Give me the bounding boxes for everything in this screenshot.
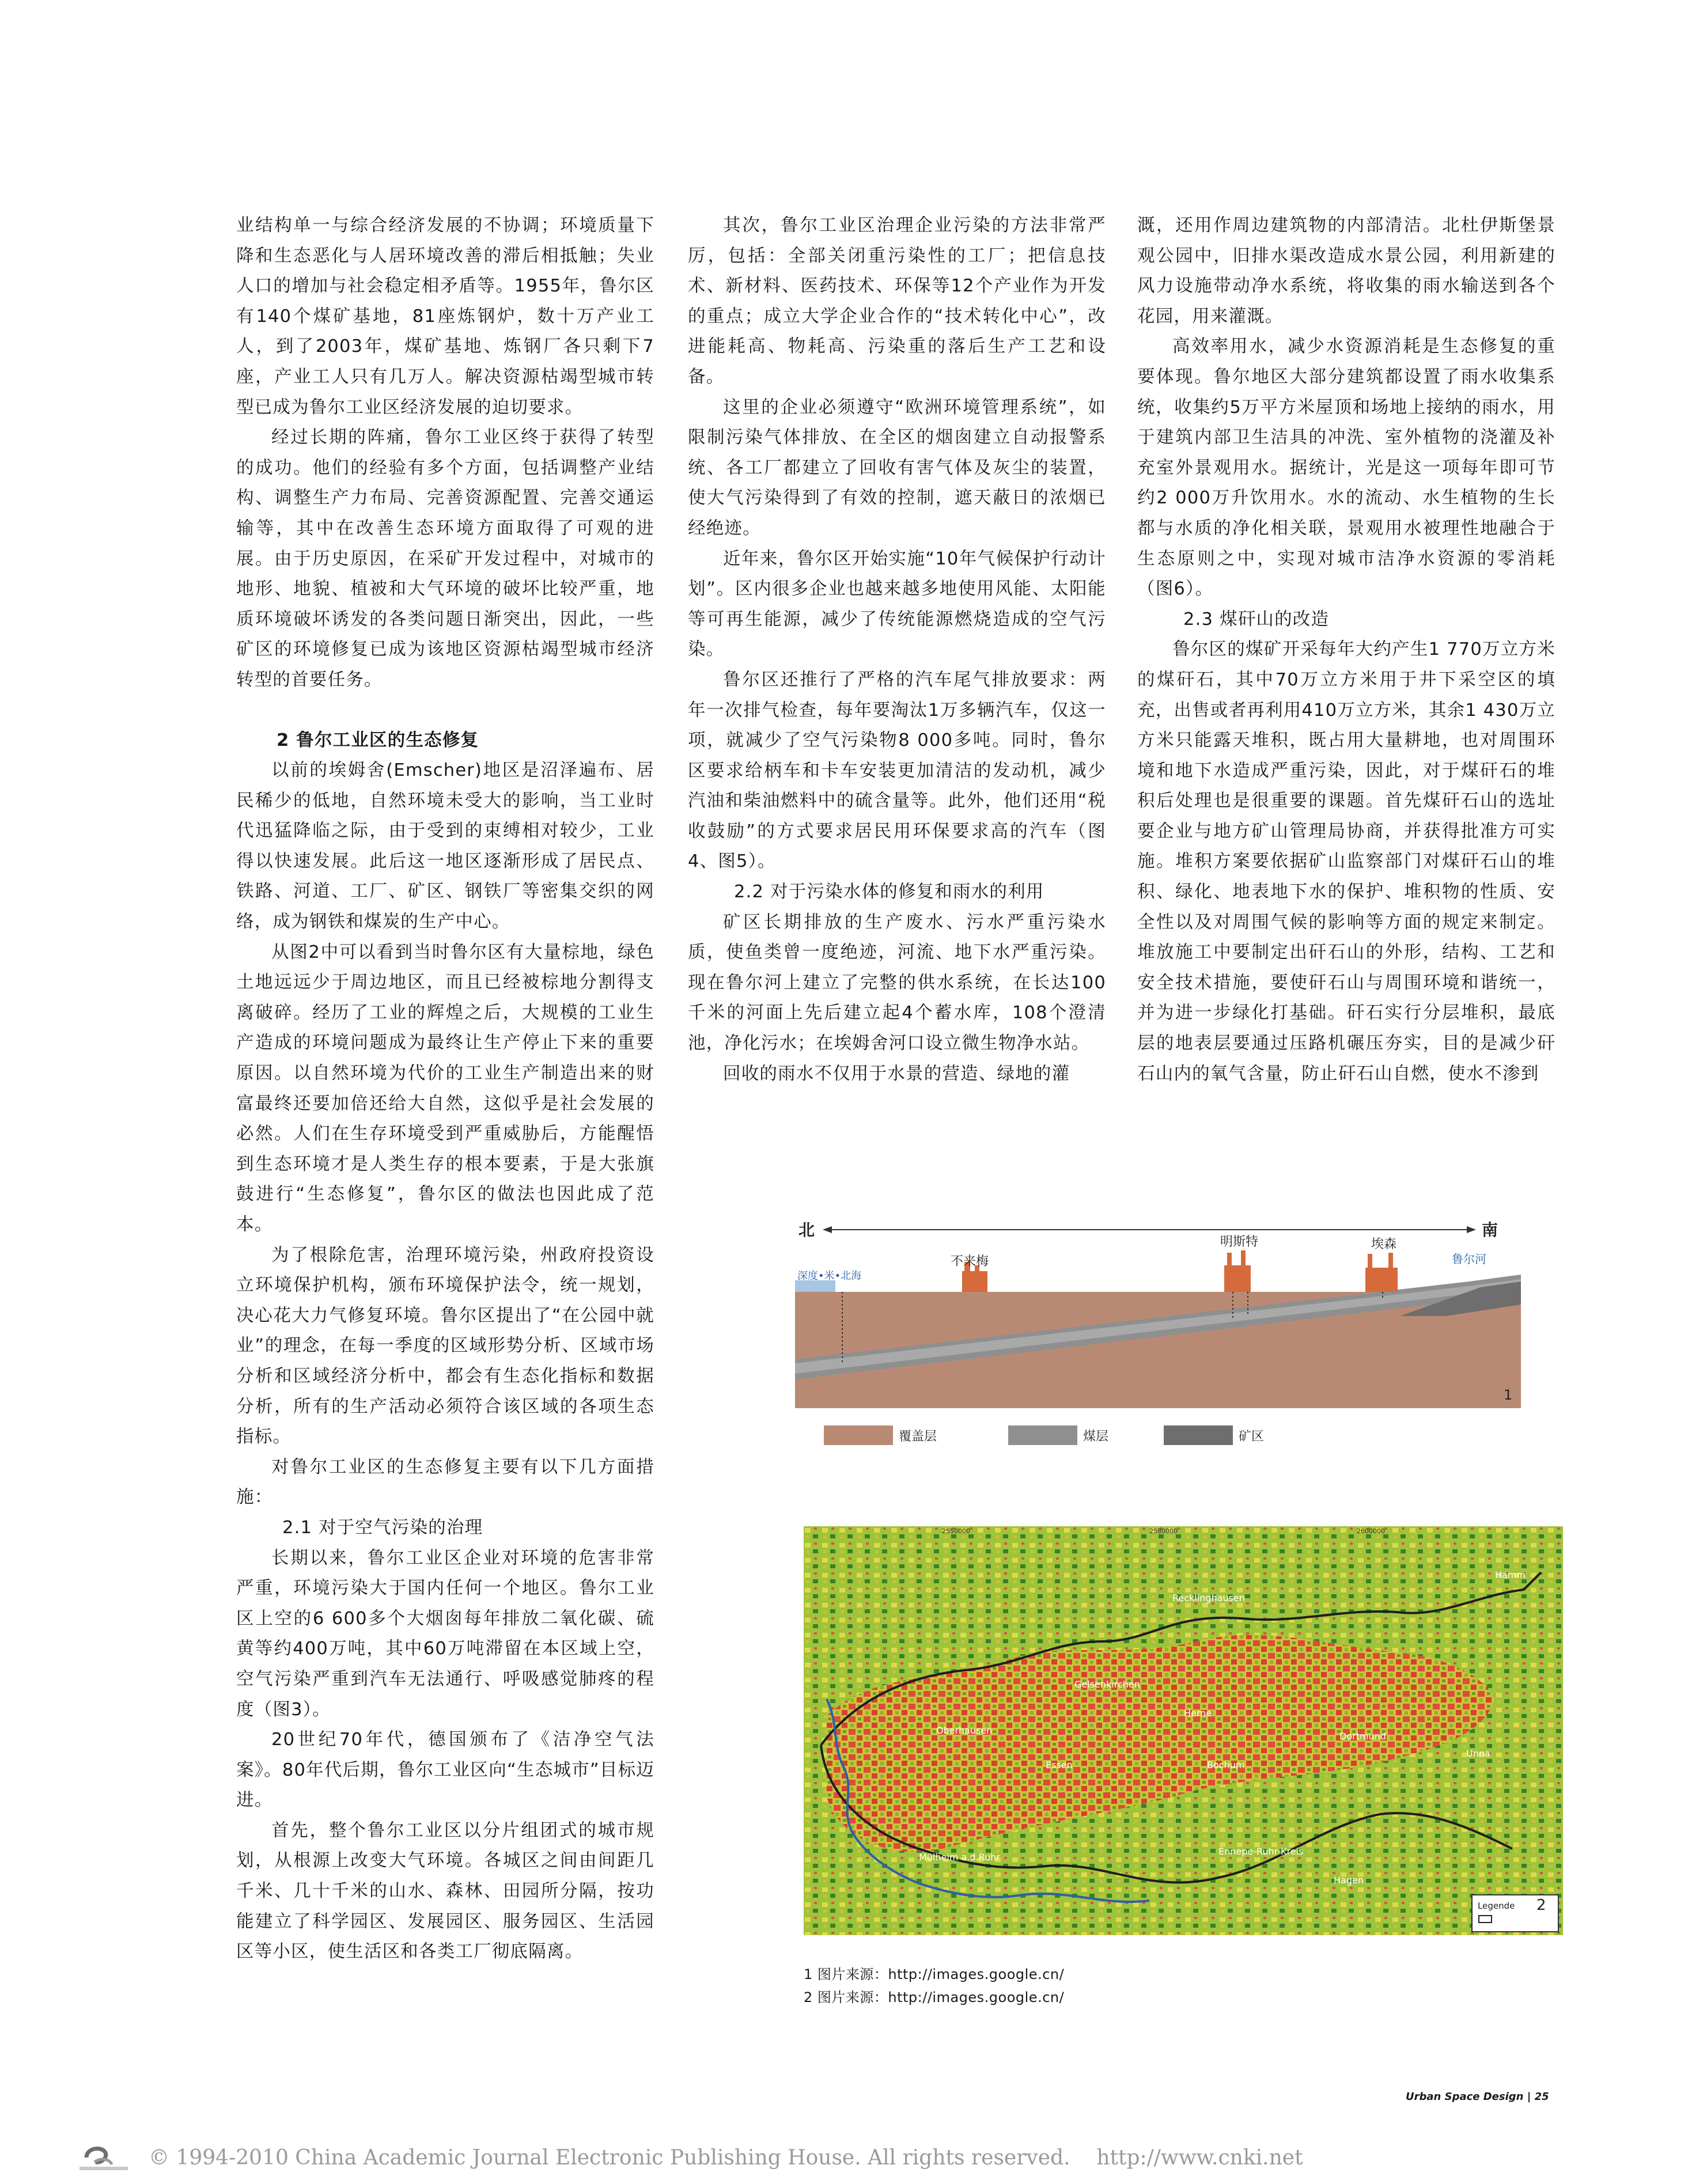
map-tick-3: 2600000 <box>1357 1527 1385 1535</box>
journal-page-footer: Urban Space Design | 25 <box>1406 2091 1549 2103</box>
paragraph: 长期以来，鲁尔工业区企业对环境的危害非常严重，环境污染大于国内任何一个地区。鲁尔工业区上空的6 600多个大烟囱每年排放二氧化碳、硫黄等约400万吨，其中60万吨滞留在本区域上空，空气污染严重到汽车无法通行、呼吸感觉肺疼的程度（图3）。 <box>236 1548 654 1720</box>
paragraph: 这里的企业必须遵守“欧洲环境管理系统”，如限制污染气体排放、在全区的烟囱建立自动报警系统、各工厂都建立了回收有害气体及灰尘的装置，使大气污染得到了有效的控制，遮天蔽日的浓烟已经绝迹。 <box>688 397 1106 539</box>
paragraph: 近年来，鲁尔区开始实施“10年气候保护行动计划”。区内很多企业也越来越多地使用风能、太阳能等可再生能源，减少了传统能源燃烧造成的空气污染。 <box>688 548 1106 660</box>
paragraph: 从图2中可以看到当时鲁尔区有大量棕地，绿色土地远远少于周边地区，而且已经被棕地分割得支离破碎。经历了工业的辉煌之后，大规模的工业生产造成的环境问题成为最终让生产停止下来的重要原因。以自然环境为代价的工业生产制造出来的财富最终还要加倍还给大自然，这似乎是社会发展的必然。人们在生存环境受到严重威胁后，方能醒悟到生态环境才是人类生存的根本要素，于是大张旗鼓进行“生态修复”，鲁尔区的做法也因此成了范本。 <box>236 942 654 1235</box>
paragraph: 以前的埃姆舍(Emscher)地区是沼泽遍布、居民稀少的低地，自然环境未受大的影响，当工业时代迅猛降临之际，由于受到的束缚相对较少，工业得以快速发展。此后这一地区逐渐形成了居民点、铁路、河道、工厂、矿区、钢铁厂等密集交织的网络，成为钢铁和煤炭的生产中心。 <box>236 760 654 932</box>
map-legend-title: Legende <box>1478 1901 1515 1911</box>
south-label: 南 <box>1482 1220 1498 1239</box>
place-label: Dortmund <box>1339 1731 1386 1742</box>
paragraph: 业结构单一与综合经济发展的不协调；环境质量下降和生态恶化与人居环境改善的滞后相抵触；失业人口的增加与社会稳定相矛盾等。1955年，鲁尔区有140个煤矿基地，81座炼钢炉，数十万产业工人，到了2003年，煤矿基地、炼钢厂各只剩下7座，产业工人只有几万人。解决资源枯竭型城市转型已成为鲁尔工业区经济发展的迫切要求。 <box>236 215 654 418</box>
section-heading: 2.1 对于空气污染的治理 <box>282 1517 483 1538</box>
legend-coal-label: 煤层 <box>1083 1430 1109 1444</box>
figure-2-caption: 2 图片来源：http://images.google.cn/ <box>804 1989 1065 2005</box>
city-label-2: 明斯特 <box>1220 1235 1259 1249</box>
legend-coal-swatch <box>1008 1425 1077 1445</box>
paragraph: 高效率用水，减少水资源消耗是生态修复的重要体现。鲁尔地区大部分建筑都设置了雨水收集系统，收集约5万平方米屋顶和场地上接纳的雨水，用于建筑内部卫生洁具的冲洗、室外植物的浇灌及补充室外景观用水。据统计，光是这一项每年即可节约2 000万升饮用水。水的流动、水生植物的生长都与水质的净化相关联，景观用水被理性地融合于生态原则之中，实现对城市洁净水资源的零消耗（图6）。 <box>1137 336 1555 600</box>
place-label: Unna <box>1466 1748 1490 1759</box>
paragraph: 为了根除危害，治理环境污染，州政府投资设立环境保护机构，颁布环境保护法令，统一规划，决心花大力气修复环境。鲁尔区提出了“在公园中就业”的理念，在每一季度的区域形势分析、区域市场分析和区域经济分析中，都会有生态化指标和数据分析，所有的生产活动必须符合该区域的各项生态指标。 <box>236 1245 654 1447</box>
place-label: Oberhausen <box>936 1725 993 1736</box>
place-label: Hagen <box>1334 1875 1364 1886</box>
town-3-icon <box>1365 1253 1398 1292</box>
section-heading: 2.3 煤矸山的改造 <box>1183 609 1330 630</box>
paragraph: 首先，整个鲁尔工业区以分片组团式的城市规划，从根源上改变大气环境。各城区之间由间距几千米、几十千米的山水、森林、田园所分隔，按功能建立了科学园区、发展园区、服务园区、生活园区等小区，使生活区和各类工厂彻底隔离。 <box>236 1820 654 1962</box>
paragraph: 对鲁尔工业区的生态修复主要有以下几方面措施： <box>236 1457 654 1508</box>
place-label: Herne <box>1184 1708 1212 1719</box>
figure-1-number: 1 <box>1504 1387 1513 1403</box>
legend-cover-label: 覆盖层 <box>899 1430 937 1444</box>
text-column-1 <box>236 211 654 1967</box>
place-label: Bochum <box>1207 1760 1245 1770</box>
river-label: 鲁尔河 <box>1452 1252 1486 1266</box>
paragraph: 鲁尔区的煤矿开采每年大约产生1 770万立方米的煤矸石，其中70万立方米用于井下采空区的填充，出售或者再利用410万立方米，其余1 430万立方米只能露天堆积，既占用大量耕地，也对周围环境和地下水造成严重污染，因此，对于煤矸石的堆积后处理也是很重要的课题。首先煤矸石山的选址要企业与地方矿山管理局协商，并获得批准方可实施。堆积方案要依据矿山监察部门对煤矸石山的堆积、绿化、地表地下水的保护、堆积物的性质、安全性以及对周围气候的影响等方面的规定来制定。堆放施工中要制定出矸石山的外形，结构、工艺和安全技术措施，要使矸石山与周围环境和谐统一，并为进一步绿化打基础。矸石实行分层堆积，最底层的地表层要通过压路机碾压夯实，目的是减少矸石山内的氧气含量，防止矸石山自燃，使水不渗到 <box>1137 639 1555 1084</box>
section-heading: 2.2 对于污染水体的修复和雨水的利用 <box>734 882 1044 903</box>
legend-cover-swatch <box>824 1425 893 1445</box>
city-label-1: 不来梅 <box>951 1254 989 1269</box>
cnki-logo-icon <box>75 2140 133 2172</box>
section-heading: 2 鲁尔工业区的生态修复 <box>277 730 479 750</box>
place-label: Ennepe-Ruhr-Kreis <box>1218 1846 1304 1857</box>
paragraph: 20世纪70年代，德国颁布了《洁净空气法案》。80年代后期，鲁尔工业区向“生态城市”目标迈进。 <box>236 1730 654 1811</box>
figure-1-caption: 1 图片来源：http://images.google.cn/ <box>804 1966 1065 1982</box>
paragraph: 经过长期的阵痛，鲁尔工业区终于获得了转型的成功。他们的经验有多个方面，包括调整产业结构、调整生产力布局、完善资源配置、完善交通运输等，其中在改善生态环境方面取得了可观的进展。由于历史原因，在采矿开发过程中，对城市的地形、地貌、植被和大气环境的破坏比较严重，地质环境破坏诱发的各类问题日渐突出，因此，一些矿区的环境修复已成为该地区资源枯竭型城市经济转型的首要任务。 <box>236 427 654 690</box>
paragraph: 矿区长期排放的生产废水、污水严重污染水质，使鱼类曾一度绝迹，河流、地下水严重污染。现在鲁尔河上建立了完整的供水系统，在长达100千米的河面上先后建立起4个蓄水库，108个澄清池，净化污水；在埃姆舍河口设立微生物净水站。 <box>688 912 1106 1054</box>
text-column-3 <box>1137 211 1555 1089</box>
figure-2-number: 2 <box>1536 1897 1546 1914</box>
map-tick-1: 2550000 <box>942 1527 970 1535</box>
place-label: Hamm <box>1495 1569 1526 1580</box>
paragraph: 鲁尔区还推行了严格的汽车尾气排放要求：两年一次排气检查，每年要淘汰1万多辆汽车，仅这一项，就减少了空气污染物8 000多吨。同时，鲁尔区要求给柄车和卡车安装更加清洁的发动机，减少汽油和柴油燃料中的硫含量等。此外，他们还用“税收鼓励”的方式要求居民用环保要求高的汽车（图4、图5）。 <box>688 669 1106 872</box>
figure-1-cross-section <box>789 1212 1532 1515</box>
legend-mine-label: 矿区 <box>1239 1430 1265 1444</box>
paragraph: 其次，鲁尔工业区治理企业污染的方法非常严厉，包括：全部关闭重污染性的工厂；把信息技术、新材料、医药技术、环保等12个产业作为开发的重点；成立大学企业合作的“技术转化中心”，改进能耗高、物耗高、污染重的落后生产工艺和设备。 <box>688 215 1106 387</box>
city-label-3: 埃森 <box>1371 1237 1397 1252</box>
town-2-icon <box>1224 1250 1251 1292</box>
depth-label: 深度•米•北海 <box>797 1270 862 1282</box>
paragraph: 回收的雨水不仅用于水景的营造、绿地的灌 <box>723 1063 1070 1084</box>
north-label: 北 <box>798 1220 815 1239</box>
place-label: Gelsenkirchen <box>1074 1679 1140 1690</box>
paragraph: 溉，还用作周边建筑物的内部清洁。北杜伊斯堡景观公园中，旧排水渠改造成水景公园，利用新建的风力设施带动净水系统，将收集的雨水输送到各个花园，用来灌溉。 <box>1137 215 1555 327</box>
place-label: Recklinghausen <box>1172 1592 1245 1603</box>
place-label: Essen <box>1046 1760 1073 1770</box>
text-column-2 <box>688 211 1106 1089</box>
copyright-notice: © 1994-2010 China Academic Journal Electronic Publishing House. All rights reserved. http://www.cnki.net <box>149 2146 1303 2170</box>
place-label: Mülheim a.d.Ruhr <box>919 1852 1000 1863</box>
map-tick-2: 2580000 <box>1149 1527 1178 1535</box>
legend-mine-swatch <box>1164 1425 1233 1445</box>
figure-2-satellite-map <box>804 1526 1563 1935</box>
